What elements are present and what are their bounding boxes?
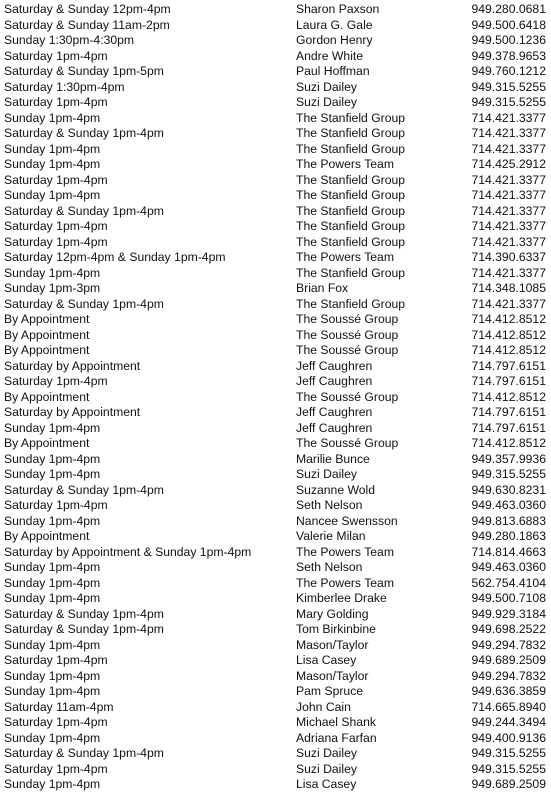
listing-row <box>0 235 551 251</box>
listing-row <box>0 715 551 731</box>
agent-phone: 714.421.3377 <box>471 172 546 187</box>
open-house-time: Saturday 12pm-4pm & Sunday 1pm-4pm <box>4 250 226 264</box>
agent-phone: 714.421.3377 <box>471 110 546 125</box>
open-house-time: Sunday 1pm-4pm <box>4 777 101 791</box>
agent-name: Andre White <box>296 48 364 63</box>
listing-row <box>0 297 551 313</box>
agent-phone: 714.421.3377 <box>471 265 546 280</box>
agent-phone: 714.797.6151 <box>471 358 546 373</box>
agent-name: Mason/Taylor <box>296 668 369 683</box>
listing-row <box>0 250 551 266</box>
agent-phone: 714.412.8512 <box>471 436 546 450</box>
agent-phone: 714.425.2912 <box>471 157 546 171</box>
open-house-time: Saturday & Sunday 1pm-4pm <box>4 296 164 311</box>
agent-phone: 949.280.1863 <box>471 529 546 543</box>
agent-phone: 949.929.3184 <box>471 606 546 621</box>
agent-phone: 714.421.3377 <box>471 296 546 311</box>
open-house-time: By Appointment <box>4 436 90 450</box>
open-house-time: Saturday 1pm-4pm <box>4 498 108 512</box>
listing-row <box>0 219 551 235</box>
agent-phone: 949.315.5255 <box>471 467 546 481</box>
agent-phone: 949.500.6418 <box>471 17 546 32</box>
agent-name: The Soussé Group <box>296 312 399 326</box>
agent-name: Adriana Farfan <box>296 730 377 745</box>
listing-row <box>0 390 551 406</box>
agent-name: Pam Spruce <box>296 684 364 698</box>
listing-row <box>0 173 551 189</box>
agent-name: The Powers Team <box>296 250 394 264</box>
agent-name: Jeff Caughren <box>296 420 373 435</box>
listing-row <box>0 157 551 173</box>
listing-row <box>0 49 551 65</box>
open-house-time: Saturday by Appointment <box>4 405 141 419</box>
agent-phone: 949.280.0681 <box>471 2 546 16</box>
agent-phone: 949.294.7832 <box>471 637 546 652</box>
open-house-time: By Appointment <box>4 529 90 543</box>
agent-name: Lisa Casey <box>296 777 357 791</box>
agent-phone: 949.315.5255 <box>471 746 546 760</box>
open-house-time: Sunday 1pm-4pm <box>4 730 101 745</box>
agent-name: Jeff Caughren <box>296 358 373 373</box>
open-house-time: Saturday 1pm-4pm <box>4 234 108 249</box>
agent-phone: 714.797.6151 <box>471 420 546 435</box>
agent-name: The Stanfield Group <box>296 141 406 156</box>
open-house-time: Sunday 1pm-4pm <box>4 265 101 280</box>
listing-row <box>0 653 551 669</box>
agent-phone: 949.630.8231 <box>471 482 546 497</box>
open-house-time: Saturday & Sunday 1pm-4pm <box>4 203 164 218</box>
open-house-time: Sunday 1pm-4pm <box>4 420 101 435</box>
agent-name: The Soussé Group <box>296 343 399 357</box>
open-house-time: By Appointment <box>4 312 90 326</box>
open-house-time: Saturday & Sunday 1pm-4pm <box>4 482 164 497</box>
open-house-time: Saturday & Sunday 1pm-4pm <box>4 606 164 621</box>
open-house-time: Saturday 1:30pm-4pm <box>4 79 125 94</box>
agent-name: Gordon Henry <box>296 33 373 47</box>
open-house-time: Sunday 1pm-4pm <box>4 451 101 466</box>
agent-phone: 714.421.3377 <box>471 126 546 140</box>
agent-name: The Soussé Group <box>296 436 399 450</box>
agent-phone: 949.378.9653 <box>471 48 546 63</box>
agent-name: The Stanfield Group <box>296 110 406 125</box>
open-house-time: Sunday 1pm-4pm <box>4 513 101 528</box>
listing-row <box>0 111 551 127</box>
agent-phone: 562.754.4104 <box>471 575 546 590</box>
listing-row <box>0 498 551 514</box>
listing-row <box>0 359 551 375</box>
open-house-time: Saturday & Sunday 1pm-4pm <box>4 746 164 760</box>
agent-name: Seth Nelson <box>296 560 363 574</box>
listing-row <box>0 281 551 297</box>
open-house-time: Saturday 1pm-4pm <box>4 48 108 63</box>
listing-row <box>0 560 551 576</box>
agent-name: The Stanfield Group <box>296 219 406 233</box>
open-house-time: Saturday 1pm-4pm <box>4 95 108 109</box>
agent-phone: 949.636.3859 <box>471 684 546 698</box>
listing-row <box>0 142 551 158</box>
agent-phone: 714.421.3377 <box>471 203 546 218</box>
agent-phone: 949.294.7832 <box>471 668 546 683</box>
open-house-time: Sunday 1pm-3pm <box>4 281 101 295</box>
agent-phone: 714.412.8512 <box>471 343 546 357</box>
agent-name: Suzi Dailey <box>296 79 357 94</box>
agent-phone: 949.689.2509 <box>471 653 546 667</box>
agent-phone: 714.421.3377 <box>471 219 546 233</box>
agent-name: Valerie Milan <box>296 529 366 543</box>
listing-row <box>0 266 551 282</box>
agent-name: The Soussé Group <box>296 327 399 342</box>
listing-row <box>0 545 551 561</box>
listing-row <box>0 374 551 390</box>
open-house-time: By Appointment <box>4 327 90 342</box>
open-house-time: Sunday 1pm-4pm <box>4 637 101 652</box>
agent-phone: 949.813.6883 <box>471 513 546 528</box>
open-house-time: Saturday 1pm-4pm <box>4 219 108 233</box>
agent-name: The Stanfield Group <box>296 296 406 311</box>
agent-phone: 949.698.2522 <box>471 622 546 636</box>
agent-phone: 949.689.2509 <box>471 777 546 791</box>
listing-row <box>0 95 551 111</box>
open-house-time: Sunday 1pm-4pm <box>4 591 101 605</box>
open-house-time: Sunday 1pm-4pm <box>4 575 101 590</box>
agent-phone: 714.421.3377 <box>471 234 546 249</box>
agent-name: The Stanfield Group <box>296 234 406 249</box>
agent-name: Brian Fox <box>296 281 349 295</box>
listing-row <box>0 638 551 654</box>
listing-row <box>0 483 551 499</box>
listing-row <box>0 762 551 778</box>
agent-phone: 949.500.1236 <box>471 33 546 47</box>
agent-phone: 714.421.3377 <box>471 141 546 156</box>
agent-phone: 949.244.3494 <box>471 715 546 729</box>
listing-row <box>0 731 551 747</box>
open-house-time: Saturday 11am-4pm <box>4 699 114 714</box>
listing-row <box>0 777 551 793</box>
open-house-time: Saturday & Sunday 1pm-4pm <box>4 622 164 636</box>
listing-row <box>0 607 551 623</box>
open-house-time: Saturday 1pm-4pm <box>4 715 108 729</box>
listing-row <box>0 405 551 421</box>
listing-row <box>0 188 551 204</box>
open-house-time: Saturday & Sunday 12pm-4pm <box>4 2 171 16</box>
listing-row <box>0 126 551 142</box>
agent-phone: 949.463.0360 <box>471 498 546 512</box>
open-house-time: Saturday 1pm-4pm <box>4 172 108 187</box>
agent-name: Michael Shank <box>296 715 376 729</box>
open-house-time: Saturday by Appointment <box>4 358 141 373</box>
agent-name: Suzi Dailey <box>296 95 357 109</box>
open-house-time: Sunday 1pm-4pm <box>4 560 101 574</box>
agent-name: Suzi Dailey <box>296 761 357 776</box>
agent-name: Mary Golding <box>296 606 369 621</box>
agent-name: Laura G. Gale <box>296 17 373 32</box>
agent-name: The Stanfield Group <box>296 203 406 218</box>
agent-phone: 949.357.9936 <box>471 451 546 466</box>
agent-phone: 714.814.4663 <box>471 544 546 559</box>
agent-name: The Powers Team <box>296 575 394 590</box>
agent-phone: 949.463.0360 <box>471 560 546 574</box>
agent-name: The Powers Team <box>296 544 394 559</box>
agent-name: Sharon Paxson <box>296 2 380 16</box>
listing-row <box>0 64 551 80</box>
open-house-time: Saturday & Sunday 11am-2pm <box>4 17 170 32</box>
agent-name: Mason/Taylor <box>296 637 369 652</box>
agent-phone: 949.500.7108 <box>471 591 546 605</box>
open-house-time: Sunday 1pm-4pm <box>4 141 101 156</box>
agent-name: The Stanfield Group <box>296 126 406 140</box>
listing-row <box>0 622 551 638</box>
agent-phone: 714.412.8512 <box>471 312 546 326</box>
agent-name: Jeff Caughren <box>296 405 373 419</box>
agent-name: The Stanfield Group <box>296 265 406 280</box>
open-house-time: Sunday 1pm-4pm <box>4 110 101 125</box>
agent-name: Suzanne Wold <box>296 482 376 497</box>
agent-name: Nancee Swensson <box>296 513 398 528</box>
agent-name: Paul Hoffman <box>296 64 370 78</box>
open-house-time: Sunday 1pm-4pm <box>4 157 101 171</box>
open-house-time: By Appointment <box>4 343 90 357</box>
agent-name: Kimberlee Drake <box>296 591 387 605</box>
open-house-time: Saturday & Sunday 1pm-4pm <box>4 126 164 140</box>
open-house-time: Saturday by Appointment & Sunday 1pm-4pm <box>4 544 252 559</box>
listing-row <box>0 684 551 700</box>
listing-row <box>0 204 551 220</box>
listing-row <box>0 18 551 34</box>
agent-phone: 714.665.8940 <box>471 699 546 714</box>
open-house-time: Sunday 1:30pm-4:30pm <box>4 33 135 47</box>
listing-row <box>0 452 551 468</box>
listing-row <box>0 467 551 483</box>
listing-row <box>0 591 551 607</box>
agent-name: The Powers Team <box>296 157 394 171</box>
listing-row <box>0 2 551 18</box>
agent-name: Suzi Dailey <box>296 746 357 760</box>
agent-name: Seth Nelson <box>296 498 363 512</box>
open-house-time: Sunday 1pm-4pm <box>4 467 101 481</box>
open-house-time: By Appointment <box>4 389 90 404</box>
agent-name: The Stanfield Group <box>296 188 406 202</box>
agent-phone: 714.797.6151 <box>471 405 546 419</box>
agent-phone: 714.390.6337 <box>471 250 546 264</box>
agent-phone: 714.348.1085 <box>471 281 546 295</box>
agent-phone: 714.797.6151 <box>471 374 546 388</box>
agent-phone: 949.315.5255 <box>471 79 546 94</box>
open-house-time: Sunday 1pm-4pm <box>4 668 101 683</box>
agent-name: The Stanfield Group <box>296 172 406 187</box>
agent-phone: 714.421.3377 <box>471 188 546 202</box>
agent-phone: 949.315.5255 <box>471 95 546 109</box>
agent-name: Tom Birkinbine <box>296 622 376 636</box>
agent-name: The Soussé Group <box>296 389 399 404</box>
agent-phone: 949.315.5255 <box>471 761 546 776</box>
agent-phone: 949.760.1212 <box>471 64 546 78</box>
open-house-time: Saturday 1pm-4pm <box>4 374 108 388</box>
listing-row <box>0 746 551 762</box>
listing-row <box>0 80 551 96</box>
agent-name: John Cain <box>296 699 351 714</box>
agent-phone: 714.412.8512 <box>471 327 546 342</box>
agent-name: Marilie Bunce <box>296 451 370 466</box>
open-house-time: Saturday 1pm-4pm <box>4 761 108 776</box>
listing-row <box>0 514 551 530</box>
listing-row <box>0 700 551 716</box>
listing-row <box>0 421 551 437</box>
listing-row <box>0 312 551 328</box>
listing-row <box>0 436 551 452</box>
listing-row <box>0 529 551 545</box>
open-house-time: Saturday & Sunday 1pm-5pm <box>4 64 164 78</box>
listing-row <box>0 576 551 592</box>
listing-row <box>0 33 551 49</box>
agent-phone: 714.412.8512 <box>471 389 546 404</box>
open-house-time: Saturday 1pm-4pm <box>4 653 108 667</box>
agent-name: Jeff Caughren <box>296 374 373 388</box>
listing-row <box>0 328 551 344</box>
agent-name: Suzi Dailey <box>296 467 357 481</box>
open-house-time: Sunday 1pm-4pm <box>4 684 101 698</box>
listing-row <box>0 669 551 685</box>
agent-phone: 949.400.9136 <box>471 730 546 745</box>
listing-row <box>0 343 551 359</box>
open-house-time: Sunday 1pm-4pm <box>4 188 101 202</box>
agent-name: Lisa Casey <box>296 653 357 667</box>
